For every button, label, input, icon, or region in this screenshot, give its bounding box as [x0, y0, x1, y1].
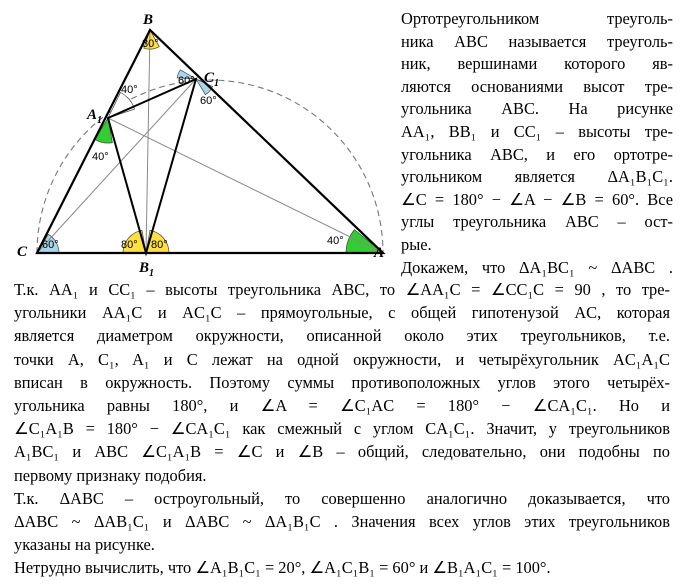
proof-line: указаны на рисунке. [14, 535, 155, 555]
side-line: AA₁, BB₁ и CC₁ – высоты тре- [401, 121, 673, 141]
angle-B1-right-value: 80° [151, 239, 168, 251]
proof-line: точки A, C₁, A₁ и C лежат на одной окружности, и четырёхугольник AC₁A₁C [14, 349, 670, 369]
side-line: Ортотреугольником треуголь- [401, 9, 673, 28]
label-C1: $C_1$ [204, 70, 220, 89]
side-line: угольником является ΔA₁B₁C₁. [401, 167, 673, 187]
proof-line: угольники AA₁C и AC₁C – прямоугольные, с общей гипотенузой AC, которая [14, 303, 670, 323]
label-B: B [143, 12, 154, 28]
side-line: углы треугольника ABC – ост- [401, 212, 673, 232]
proof-text [14, 278, 670, 580]
triangle-figure [0, 0, 400, 278]
angle-A-value: 40° [327, 235, 344, 247]
proof-line: ∠C₁A₁B = 180° − ∠CA₁C₁ как смежный с углом CA₁C₁. Значит, у треугольников [14, 419, 670, 439]
label-C: C [17, 244, 28, 260]
side-line: угольника ABC, и его ортотре- [401, 144, 673, 164]
proof-line: является диаметром окружности, описанной около этих треугольников, т.е. [14, 326, 670, 346]
angle-B-value: 80° [142, 38, 159, 50]
proof-line: ΔABC ~ ΔAB₁C₁ и ΔABC ~ ΔA₁B₁C . Значения всех углов этих треугольников [14, 512, 670, 532]
label-B1: $B_1$ [139, 260, 155, 278]
main-triangle [37, 30, 383, 253]
proof-line: Т.к. AA₁ и CC₁ – высоты треугольника ABC, то ∠AA₁C = ∠CC₁C = 90 , то тре- [14, 280, 670, 299]
side-line: ляются основаниями высот тре- [401, 76, 673, 96]
proof-line: первому признаку подобия. [14, 465, 207, 485]
angle-C1-right-value: 60° [200, 95, 217, 107]
side-line: ∠C = 180° − ∠A − ∠B = 60°. Все [401, 189, 673, 209]
proof-line: вписан в окружность. Поэтому суммы противоположных углов этого четырёх- [14, 372, 670, 392]
angle-A1-bottom-value: 40° [92, 151, 109, 163]
proof-line: Т.к. ΔABC – остроугольный, то совершенно аналогично доказывается, что [14, 488, 670, 508]
definition-text [401, 8, 673, 279]
side-line: угольника ABC. На рисунке [401, 99, 673, 119]
side-line: Докажем, что ΔA₁BC₁ ~ ΔABC . [401, 257, 673, 277]
label-A: A [374, 245, 385, 261]
side-line: ника ABC называется треуголь- [401, 31, 673, 51]
angle-C1-left-value: 60° [178, 75, 195, 87]
label-A1: $A_1$ [87, 107, 103, 126]
angle-C-value: 60° [42, 239, 59, 251]
altitude-BB1 [146, 30, 150, 253]
angle-A1-top-value: 40° [121, 84, 138, 96]
angle-B1-left-value: 80° [121, 239, 138, 251]
proof-line: A₁BC₁ и ABC ∠C₁A₁B = ∠C и ∠B – общий, следовательно, они подобны по [14, 442, 670, 462]
proof-line: Нетрудно вычислить, что ∠A₁B₁C₁ = 20°, ∠A₁C₁B₁ = 60° и ∠B₁A₁C₁ = 100°. [14, 558, 551, 578]
side-line: рые. [401, 234, 432, 254]
proof-line: угольника равны 180°, и ∠A = ∠C₁AC = 180° − ∠CA₁C₁. Но и [14, 396, 670, 416]
side-line: ник, вершинами которого яв- [401, 54, 673, 74]
